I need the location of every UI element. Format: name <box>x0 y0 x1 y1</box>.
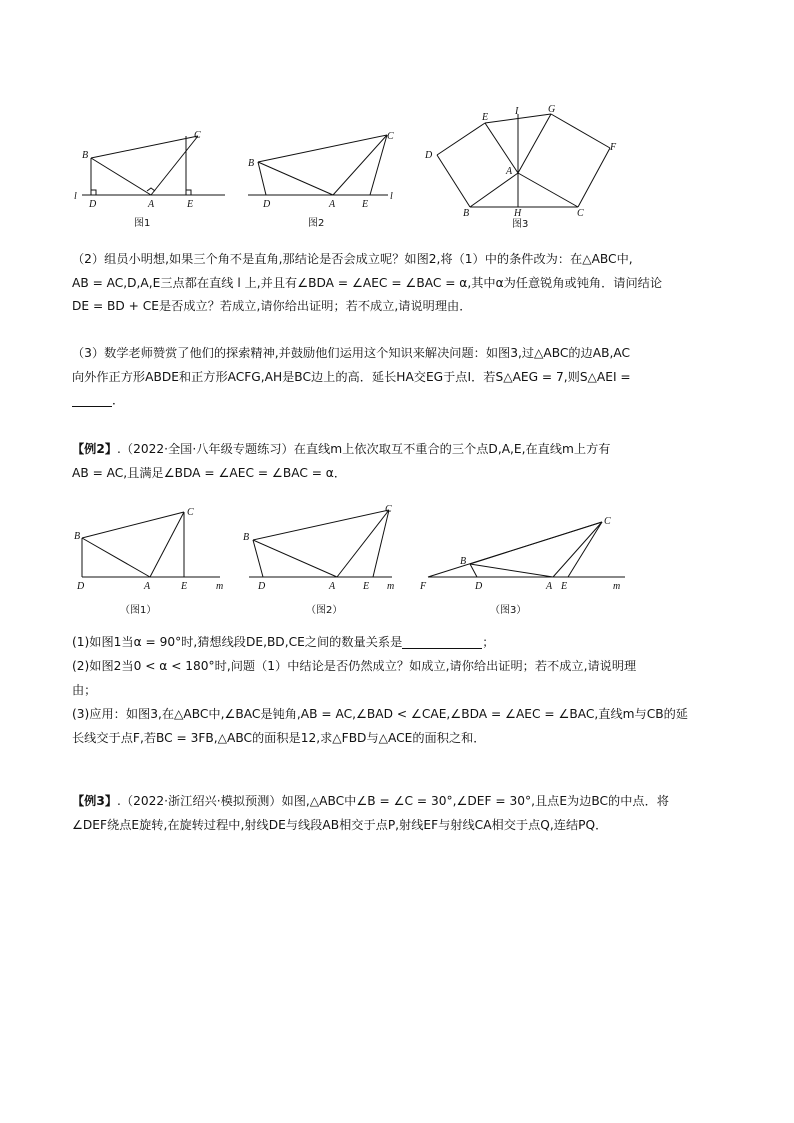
label-m: m <box>387 581 395 592</box>
label-A: A <box>148 199 155 210</box>
example-2-questions <box>72 630 722 750</box>
label-H: H <box>514 208 522 219</box>
label-A: A <box>329 199 336 210</box>
q3-line-3: ． <box>72 389 722 413</box>
label-l: l <box>390 191 393 202</box>
example-2-stem <box>72 438 722 485</box>
figure-mid-3 <box>415 500 630 625</box>
q3-line-1: （3）数学老师赞赏了他们的探索精神,并鼓励他们运用这个知识来解决问题：如图3,过△ABC的边AB,AC <box>72 346 630 360</box>
label-B: B <box>74 531 81 542</box>
label-G: G <box>548 104 556 115</box>
label-D: D <box>475 581 483 592</box>
label-l: l <box>74 191 77 202</box>
label-E: E <box>482 112 489 123</box>
label-D: D <box>425 150 433 161</box>
label-E: E <box>363 581 370 592</box>
label-D: D <box>263 199 271 210</box>
ex2-q1: (1)如图1当α = 90°时,猜想线段DE,BD,CE之间的数量关系是 ； <box>72 635 495 649</box>
caption-fig1: 图1 <box>134 218 151 229</box>
label-m: m <box>216 581 224 592</box>
label-A: A <box>546 581 553 592</box>
label-E: E <box>187 199 194 210</box>
label-C: C <box>385 504 392 515</box>
q2-line-1: （2）组员小明想,如果三个角不是直角,那结论是否会成立呢？如图2,将（1）中的条件改为：在△ABC中, <box>72 252 633 266</box>
q2-line-3: DE = BD + CE是否成立？若成立,请你给出证明；若不成立,请说明理由． <box>72 299 472 313</box>
ex2-q3-line-1: (3)应用：如图3,在△ABC中,∠BAC是钝角,AB = AC,∠BAD < ∠CAE,∠BDA = ∠AEC = ∠BAC,直线m与CB的延 <box>72 707 688 721</box>
figure-mid-2 <box>237 500 407 625</box>
ex2-q2-line-1: (2)如图2当0 < α < 180°时,问题（1）中结论是否仍然成立？如成立,请你给出证明；若不成立,请说明理 <box>72 659 637 673</box>
caption-fig1: （图1） <box>120 605 157 616</box>
caption-fig2: （图2） <box>306 605 343 616</box>
example-tag: 【例3】 <box>72 794 118 808</box>
label-E: E <box>362 199 369 210</box>
caption-fig2: 图2 <box>308 218 325 229</box>
q3-line-2: 向外作正方形ABDE和正方形ACFG,AH是BC边上的高．延长HA交EG于点I．若S△AEG = 7,则S△AEI = <box>72 369 631 384</box>
q2-line-2: AB = AC,D,A,E三点都在直线 l 上,并且有∠BDA = ∠AEC = ∠BAC = α,其中α为任意锐角或钝角．请问结论 <box>72 275 663 290</box>
figure-top-3 <box>420 100 630 235</box>
label-E: E <box>181 581 188 592</box>
label-I: I <box>515 106 519 117</box>
label-A: A <box>144 581 151 592</box>
ex2-q2-line-2: 由； <box>72 683 97 697</box>
question-3 <box>72 342 722 413</box>
answer-blank <box>402 634 482 649</box>
label-m: m <box>613 581 621 592</box>
label-C: C <box>577 208 584 219</box>
caption-fig3: 图3 <box>512 219 529 230</box>
label-B: B <box>82 150 89 161</box>
label-C: C <box>194 130 201 141</box>
label-B: B <box>248 158 255 169</box>
label-A: A <box>506 166 513 177</box>
label-C: C <box>187 507 194 518</box>
label-C: C <box>387 131 394 142</box>
figure-top-1 <box>70 125 230 235</box>
label-D: D <box>258 581 266 592</box>
ex2-line-1: 【例2】.（2022·全国·八年级专题练习）在直线m上依次取互不重合的三个点D,A,E,在直线m上方有 <box>72 442 611 456</box>
label-C: C <box>604 516 611 527</box>
label-F: F <box>610 142 617 153</box>
label-B: B <box>460 556 467 567</box>
caption-fig3: （图3） <box>490 605 527 616</box>
ex3-line-1: 【例3】.（2022·浙江绍兴·模拟预测）如图,△ABC中∠B = ∠C = 30°,∠DEF = 30°,且点E为边BC的中点．将 <box>72 794 669 808</box>
figure-mid-1 <box>70 500 235 625</box>
figure-top-2 <box>240 125 405 235</box>
label-B: B <box>463 208 470 219</box>
example-tag: 【例2】 <box>72 442 118 456</box>
label-E: E <box>561 581 568 592</box>
label-B: B <box>243 532 250 543</box>
label-F: F <box>420 581 427 592</box>
ex3-line-2: ∠DEF绕点E旋转,在旋转过程中,射线DE与线段AB相交于点P,射线EF与射线CA相交于点Q,连结PQ． <box>72 817 608 832</box>
example-3-stem <box>72 790 722 837</box>
ex2-q3-line-2: 长线交于点F,若BC = 3FB,△ABC的面积是12,求△FBD与△ACE的面积之和． <box>72 731 486 745</box>
label-A: A <box>329 581 336 592</box>
ex2-line-2: AB = AC,且满足∠BDA = ∠AEC = ∠BAC = α． <box>72 465 347 480</box>
question-2 <box>72 248 722 319</box>
label-D: D <box>77 581 85 592</box>
label-D: D <box>89 199 97 210</box>
answer-blank <box>72 392 112 407</box>
